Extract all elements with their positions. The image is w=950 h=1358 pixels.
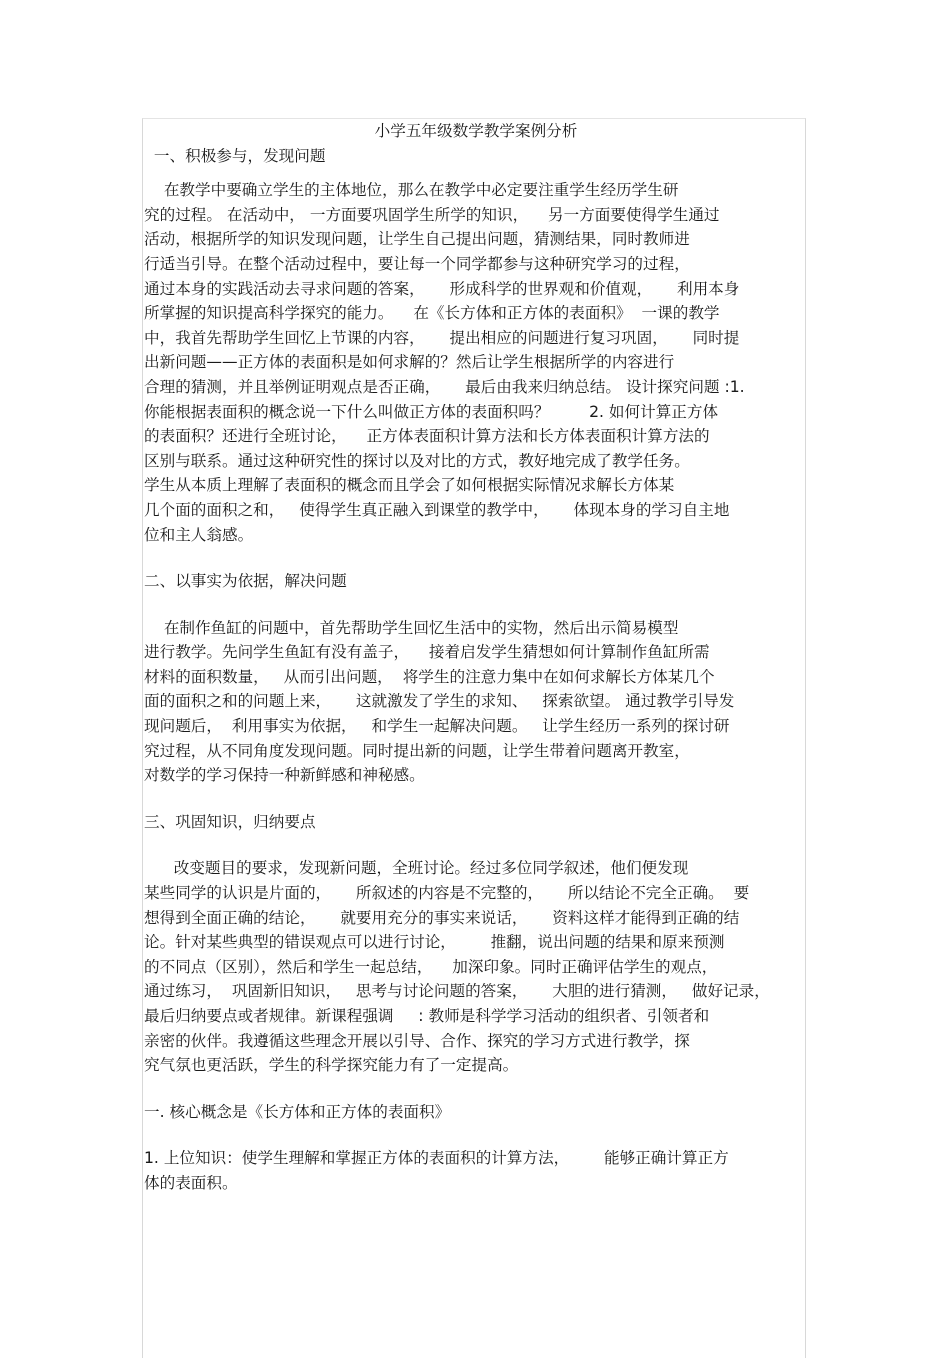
text-line: 究的过程。 在活动中， 一方面要巩固学生所学的知识， 另一方面要使得学生通过 (144, 205, 720, 224)
spacer (144, 168, 808, 178)
section-3-paragraph (144, 856, 808, 1077)
text-line: 究气氛也更活跃，学生的科学探究能力有了一定提高。 (144, 1056, 519, 1075)
spacer (144, 834, 808, 856)
text-line: 活动，根据所学的知识发现问题，让学生自己提出问题，猜测结果，同时教师进 (144, 230, 690, 249)
text-line: 位和主人翁感。 (144, 525, 254, 544)
text-line: 某些同学的认识是片面的， 所叙述的内容是不完整的， 所以结论不完全正确。 要 (144, 884, 750, 903)
text-line: 合理的猜测，并且举例证明观点是否正确， 最后由我来归纳总结。 设计探究问题 :1. (144, 377, 745, 396)
document-title: 小学五年级数学教学案例分析 (374, 122, 578, 140)
section-4-paragraph (144, 1146, 808, 1195)
text-line: 最后归纳要点或者规律。新课程强调 : 教师是科学学习活动的组织者、引领者和 (144, 1007, 710, 1025)
spacer (144, 594, 808, 616)
section-2-heading: 二、以事实为依据，解决问题 (144, 572, 347, 591)
text-line: 想得到全面正确的结论， 就要用充分的事实来说话， 资料这样才能得到正确的结 (144, 908, 740, 927)
text-line: 亲密的伙伴。我遵循这些理念开展以引导、合作、探究的学习方式进行教学，探 (144, 1031, 690, 1050)
spacer (144, 1078, 808, 1100)
text-line: 现问题后， 利用事实为依据， 和学生一起解决问题。 让学生经历一系列的探讨研 (144, 717, 730, 736)
section-3-heading: 三、巩固知识，归纳要点 (144, 812, 316, 831)
text-line: 论。针对某些典型的错误观点可以进行讨论， 推翻，说出问题的结果和原来预测 (144, 933, 725, 952)
text-line: 你能根据表面积的概念说一下什么叫做正方体的表面积吗？ 2. 如何计算正方体 (144, 402, 719, 421)
text-line: 区别与联系。通过这种研究性的探讨以及对比的方式，教好地完成了教学任务。 (144, 451, 690, 470)
text-line: 改变题目的要求，发现新问题，全班讨论。经过多位同学叙述，他们便发现 (144, 859, 689, 878)
text-line: 1. 上位知识：使学生理解和掌握正方体的表面积的计算方法， 能够正确计算正方 (144, 1149, 729, 1168)
section-4-heading: 一. 核心概念是《长方体和正方体的表面积》 (144, 1102, 451, 1121)
spacer (144, 788, 808, 810)
text-line: 中，我首先帮助学生回忆上节课的内容， 提出相应的问题进行复习巩固， 同时提 (144, 328, 740, 347)
spacer (144, 547, 808, 569)
text-line: 究过程，从不同角度发现问题。同时提出新的问题，让学生带着问题离开教室， (144, 741, 690, 760)
text-line: 面的面积之和的问题上来， 这就激发了学生的求知、 探索欲望。 通过教学引导发 (144, 692, 735, 711)
text-line: 进行教学。先问学生鱼缸有没有盖子， 接着启发学生猜想如何计算制作鱼缸所需 (144, 643, 710, 662)
text-line: 的表面积？还进行全班讨论， 正方体表面积计算方法和长方体表面积计算方法的 (144, 427, 710, 446)
text-line: 的不同点（区别），然后和学生一起总结， 加深印象。同时正确评估学生的观点， (144, 957, 718, 976)
section-1-paragraph (144, 178, 808, 547)
text-line: 在制作鱼缸的问题中，首先帮助学生回忆生活中的实物，然后出示简易模型 (144, 618, 679, 637)
spacer (144, 1124, 808, 1146)
text-line: 在教学中要确立学生的主体地位，那么在教学中必定要注重学生经历学生研 (144, 181, 679, 200)
text-line: 通过本身的实践活动去寻求问题的答案， 形成科学的世界观和价值观， 利用本身 (144, 279, 740, 298)
text-line: 体的表面积。 (144, 1173, 238, 1192)
text-line: 出新问题——正方体的表面积是如何求解的？然后让学生根据所学的内容进行 (144, 353, 675, 372)
document-body (144, 118, 808, 1196)
text-line: 行适当引导。在整个活动过程中，要让每一个同学都参与这种研究学习的过程， (144, 254, 690, 273)
text-line: 对数学的学习保持一种新鲜感和神秘感。 (144, 766, 425, 785)
section-1-heading: 一、积极参与，发现问题 (144, 146, 326, 165)
text-line: 学生从本质上理解了表面积的概念而且学会了如何根据实际情况求解长方体某 (144, 476, 675, 495)
text-line: 所掌握的知识提高科学探究的能力。 在《长方体和正方体的表面积》 一课的教学 (144, 304, 720, 323)
text-line: 几个面的面积之和， 使得学生真正融入到课堂的教学中， 体现本身的学习自主地 (144, 500, 730, 519)
text-line: 材料的面积数量， 从而引出问题， 将学生的注意力集中在如何求解长方体某几个 (144, 667, 715, 686)
section-2-paragraph (144, 616, 808, 788)
text-line: 通过练习， 巩固新旧知识， 思考与讨论问题的答案， 大胆的进行猜测， 做好记录， (144, 982, 770, 1001)
